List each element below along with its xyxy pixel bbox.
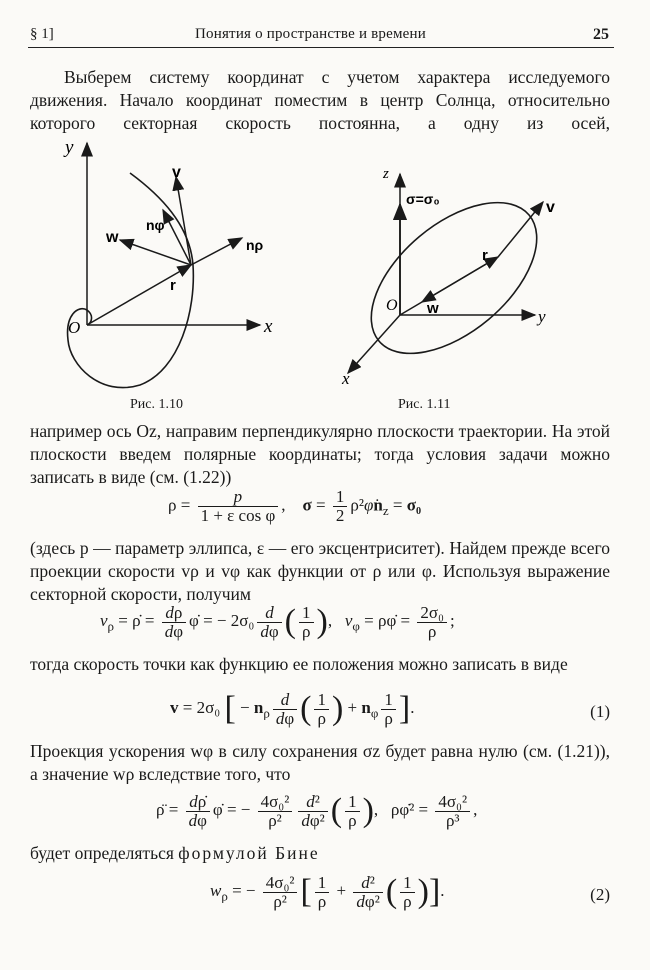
fig10-label-y: y [65, 137, 74, 158]
section-marker: § 1] [30, 26, 54, 42]
equation-number-1: (1) [590, 702, 610, 721]
fig10-label-origin: O [68, 318, 81, 337]
fig10-label-v: v [172, 164, 181, 181]
paragraph-here: (здесь p — параметр эллипса, ε — его эксцентриситет). Найдем прежде всего проекции скорости vρ и vφ как функции от ρ или φ. Используя выражение секторной скорости, получим [30, 538, 610, 604]
fig10-label-nrho: nρ [246, 237, 264, 253]
fig10-nrho-vector [191, 238, 242, 265]
page-number: 25 [593, 26, 609, 43]
fig11-x-axis [348, 315, 400, 373]
formula-velocity-vector: v = 2σ₀ [ − $n_\rho$ $\frac{d}{d\varphi}$ ( $\frac{1}{\rho}$ ) + $n_\varphi$ $\frac{1}{\rho}$ ]. [170, 689, 415, 728]
fig11-label-v: v [546, 199, 555, 216]
equation-number-2: (2) [590, 885, 610, 904]
paragraph-continuation: например ось Oz, направим перпендикулярно плоскости траектории. На этой плоскости введем полярные координаты; тогда условия задачи можно записать в виде (см. (1.22)) [30, 421, 610, 487]
running-title: Понятия о пространстве и времени [195, 26, 426, 42]
fig11-label-x: x [342, 369, 350, 388]
fig10-label-x: x [264, 316, 273, 337]
binet-lead-text: будет определяться [30, 843, 174, 863]
formula-binet: $w_\rho$ = − $\frac{\text{4σ₀²}}{\text{ρ²}}$ [ $\frac{1}{\rho}$ + $\frac{\text{d²}}{\text{dφ²}}$ ( $\frac{1}{\rho}$ )]. [210, 872, 445, 911]
fig11-label-y: y [538, 307, 546, 326]
fig11-orbit [344, 174, 564, 383]
paragraph-binet [30, 842, 320, 865]
fig11-label-z: z [383, 166, 389, 182]
fig10-r-vector [87, 265, 191, 325]
fig11-label-r: r [482, 247, 488, 264]
figure-1-11-caption: Рис. 1.11 [398, 397, 451, 412]
figure-1-11 [330, 160, 580, 390]
figure-1-10-caption: Рис. 1.10 [130, 397, 183, 412]
formula-velocity-projections: $v_\rho$ = ρ̇ = $\frac{d\rho}{d\varphi}$ φ̇ = − 2σ₀ $\frac{d}{d\varphi}$ ( $\frac{1}{\rho}$ ), $v_\varphi$ = ρφ̇ = $\frac{\text{2σ₀}}{\rho}$ ; [100, 602, 455, 641]
fig10-label-w: w [106, 229, 119, 246]
fig11-label-w: w [427, 300, 439, 317]
formula-rho-ddot: ρ̈ = $\frac{d\rhȯ}{d\varphi}$ φ̇ = − $\frac{\text{4σ₀²}}{\text{ρ²}}$ $\frac{\text{d²}}{\text{dφ²}}$ ( $\frac{1}{\rho}$ ), ρφ̇² = $\frac{\text{4σ₀²}}{\text{ρ³}}$ , [156, 791, 478, 830]
fig11-label-origin: O [386, 297, 398, 314]
fig10-label-r: r [170, 277, 176, 294]
figure-1-10 [50, 135, 300, 395]
paragraph-intro: Выберем систему координат с учетом характера исследуемого движения. Начало координат поместим в центр Солнца, относительно которого секторная скорость постоянна, а одну из осей, [30, 67, 610, 133]
header-rule [28, 47, 614, 48]
paragraph-projection: Проекция ускорения wφ в силу сохранения σz будет равна нулю (см. (1.21)), а значение wρ вследствие того, что [30, 741, 610, 784]
fig10-label-nphi: nφ [146, 217, 165, 233]
formula-orbit: ρ = $\frac{p}{\text{1 + ε cos φ}}$ , σ = $\frac{1}{2}$ $\rho^2\varphi̇n_z = \sigma_0$ [168, 487, 422, 525]
paragraph-then: тогда скорость точки как функцию ее положения можно записать в виде [30, 654, 568, 674]
binet-formula-name: формулой Бине [178, 843, 320, 863]
fig11-label-sigma: σ=σ₀ [406, 191, 440, 207]
